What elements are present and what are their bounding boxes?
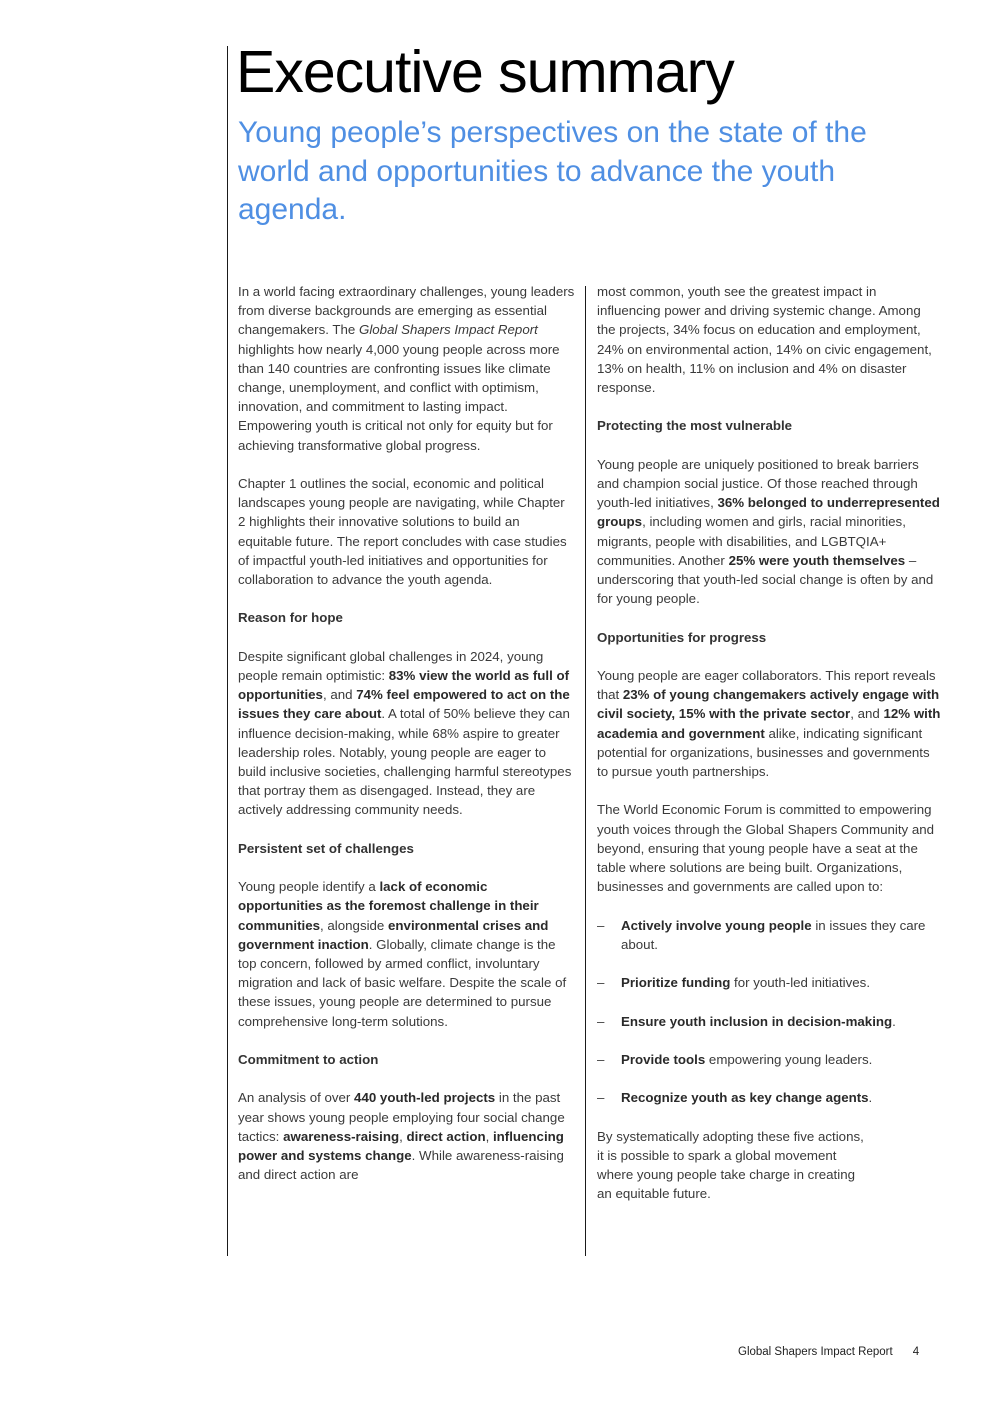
section-heading-vulnerable: Protecting the most vulnerable [597, 418, 793, 434]
footer-report-title: Global Shapers Impact Report [738, 1346, 893, 1358]
section-heading-commitment: Commitment to action [238, 1052, 379, 1068]
right-column [597, 282, 942, 1223]
left-column [238, 282, 575, 1204]
left-vertical-rule [227, 46, 228, 1256]
dash-bullet: – [597, 975, 605, 991]
forum-paragraph: The World Economic Forum is committed to empowering youth voices through the Global Shapers Community and beyond, ensuring that young people have a seat at the table where solutions are being built. Organizations, businesses and governments are called upon to: [597, 802, 935, 895]
action-item: – Actively involve young people in issues they care about. [597, 917, 926, 952]
closing-paragraph: By systematically adopting these five actions, it is possible to spark a global movement where young people take charge in creating an equitable future. [597, 1128, 864, 1202]
progress-paragraph: Young people are eager collaborators. This report reveals that 23% of young changemakers actively engage with civil society, 15% with the private sector, and 12% with academia and government alike, indicating significant potential for organizations, businesses and governments to pursue youth partnerships. [597, 668, 941, 780]
dash-bullet: – [597, 917, 605, 933]
continuation-paragraph: most common, youth see the greatest impact in influencing power and driving systemic change. Among the projects, 34% focus on education and employment, 24% on environmental action, 14% on civic engagement, 13% on health, 11% on inclusion and 4% on disaster response. [597, 284, 932, 396]
dash-bullet: – [597, 1013, 605, 1029]
challenges-paragraph: Young people identify a lack of economic opportunities as the foremost challenge in their communities, alongside environmental crises and government inaction. Globally, climate change is the top concern, followed by armed conflict, involuntary migration and lack of basic welfare. Despite the scale of these issues, young people are determined to pursue comprehensive long-term solutions. [238, 879, 567, 1029]
commitment-paragraph: An analysis of over 440 youth-led projects in the past year shows young people employing four social change tactics: awareness-raising, direct action, influencing power and systems change. While awareness-raising and direct action are [238, 1090, 565, 1183]
section-heading-progress: Opportunities for progress [597, 629, 767, 645]
chapters-paragraph: Chapter 1 outlines the social, economic and political landscapes young people are navigating, while Chapter 2 highlights their innovative solutions to build an equitable future. The report concludes with case studies of impactful youth-led initiatives and opportunities for collaboration to advance the youth agenda. [238, 476, 567, 588]
section-heading-challenges: Persistent set of challenges [238, 840, 414, 856]
section-heading-hope: Reason for hope [238, 610, 343, 626]
intro-paragraph: In a world facing extraordinary challenges, young leaders from diverse backgrounds are emerging as essential changemakers. The Global Shapers Impact Report highlights how nearly 4,000 young people across more than 140 countries are confronting issues like climate change, unemployment, and conflict with optimism, innovation, and commitment to lasting impact. Empowering youth is critical not only for equity but for achieving transformative global progress. [238, 284, 575, 453]
page-footer [738, 1346, 919, 1358]
page-title: Executive summary [236, 39, 734, 105]
dash-bullet: – [597, 1051, 605, 1067]
page-subtitle: Young people’s perspectives on the state of the world and opportunities to advance the youth agenda. [238, 116, 867, 226]
action-item: – Prioritize funding for youth-led initiatives. [597, 973, 942, 992]
action-item: – Recognize youth as key change agents. [597, 1088, 942, 1107]
dash-bullet: – [597, 1090, 605, 1106]
action-item: – Provide tools empowering young leaders. [597, 1050, 942, 1069]
hope-paragraph: Despite significant global challenges in 2024, young people remain optimistic: 83% view the world as full of opportunities, and 74% feel empowered to act on the issues they care about. A total of 50% believe they can influence decision-making, while 68% aspire to greater leadership roles. Notably, young people are eager to build inclusive societies, challenging harmful stereotypes that portray them as disengaged. Instead, they are actively addressing community needs. [238, 648, 572, 818]
page-number: 4 [912, 1346, 920, 1358]
column-divider-rule [585, 286, 586, 1256]
action-item: – Ensure youth inclusion in decision-making. [597, 1012, 942, 1031]
vulnerable-paragraph: Young people are uniquely positioned to break barriers and champion social justice. Of those reached through youth-led initiatives, 36% belonged to underrepresented groups, including women and girls, racial minorities, migrants, people with disabilities, and LGBTQIA+ communities. Another 25% were youth themselves – underscoring that youth-led social change is often by and for young people. [597, 456, 940, 607]
report-name: Global Shapers Impact Report [358, 322, 538, 338]
